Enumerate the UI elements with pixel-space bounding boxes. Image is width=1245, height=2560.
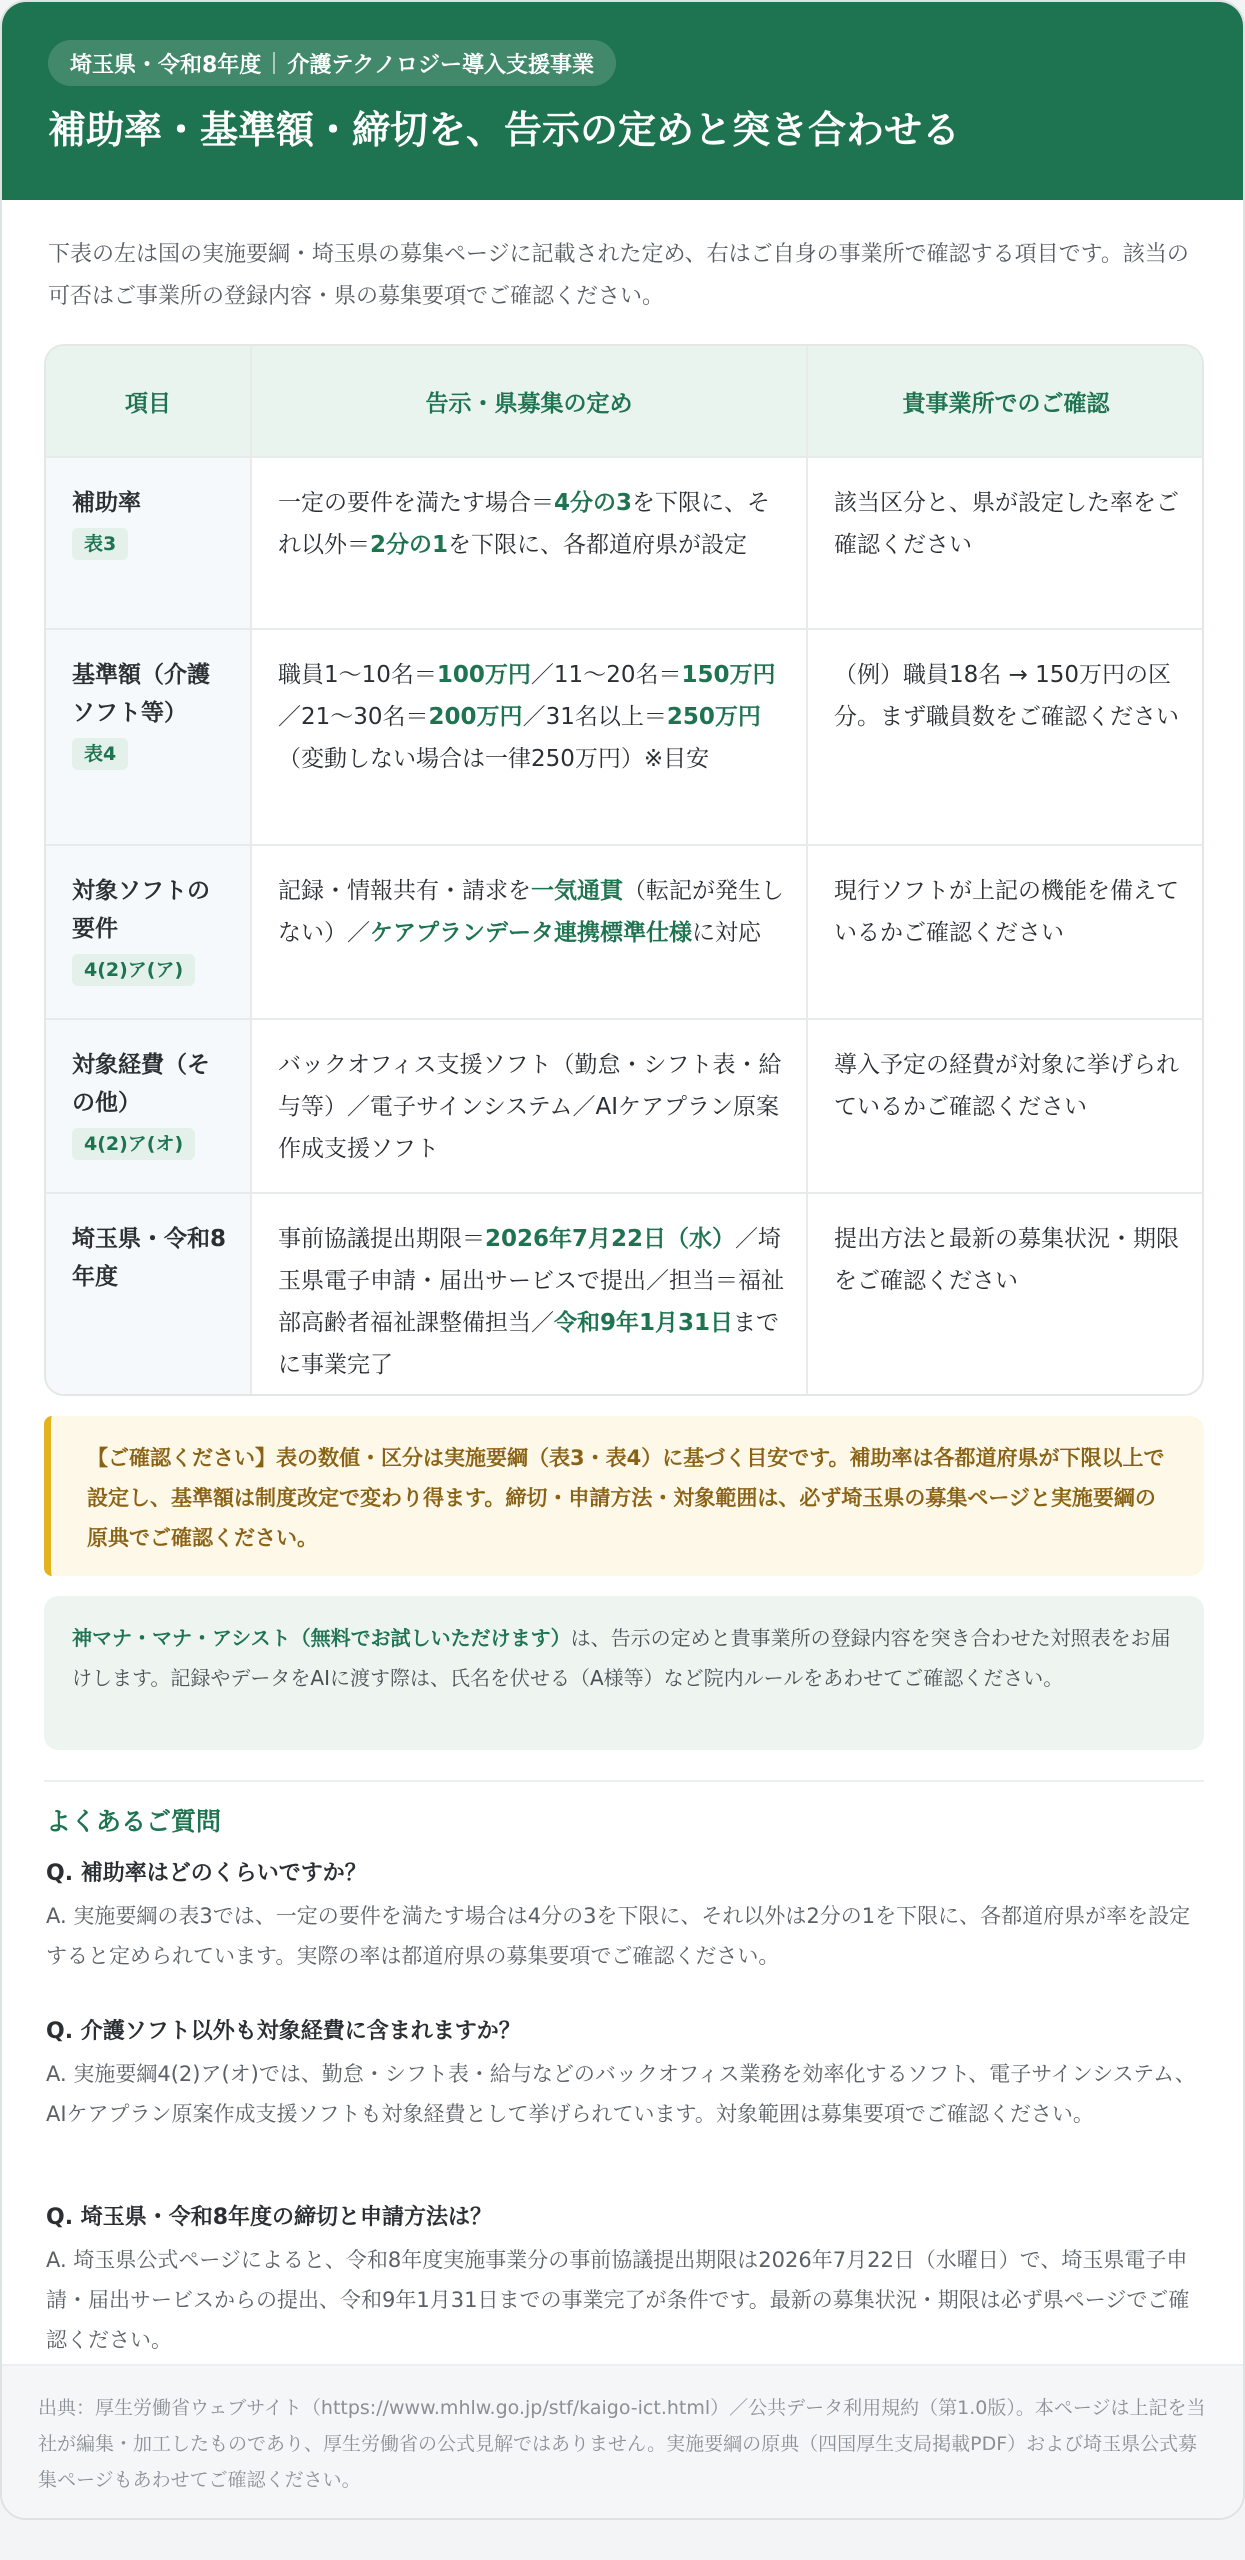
table-header-row	[46, 346, 1204, 456]
page-header	[2, 2, 1243, 200]
table-row	[46, 628, 1204, 844]
row-item-label: 対象ソフトの要件	[72, 878, 210, 942]
row-rule-cell	[250, 1020, 806, 1192]
assist-description: は、告示の定めと貴事業所の登録内容を突き合わせた対照表をお届けします。記録やデータをAIに渡す際は、氏名を伏せる（A様等）など院内ルールをあわせてご確認ください。	[72, 1626, 1171, 1690]
row-check-cell: 現行ソフトが上記の機能を備えているかご確認ください	[806, 846, 1204, 1018]
row-rule-cell	[250, 630, 806, 844]
rule-text: ／埼玉県電子申請・届出サービスで提出／担当＝福祉部高齢者福祉課整備担当／	[278, 1226, 784, 1336]
row-item-label: 補助率	[72, 490, 141, 516]
row-check-cell: 導入予定の経費が対象に挙げられているかご確認ください	[806, 1020, 1204, 1192]
row-check-cell: （例）職員18名 → 150万円の区分。まず職員数をご確認ください	[806, 630, 1204, 844]
source-footer: 出典：厚生労働省ウェブサイト（https://www.mhlw.go.jp/stf/kaigo-ict.html）／公共データ利用規約（第1.0版）。本ページは上記を当社が編集・加工したものであり、厚生労働省の公式見解ではありません。実施要綱の原典（四国厚生支局掲載PDF）および埼玉県公式募集ページもあわせてご確認ください。	[2, 2364, 1245, 2520]
row-item-cell	[46, 846, 250, 1018]
faq-answer: A. 実施要綱4(2)ア(オ)では、勤怠・シフト表・給与などのバックオフィス業務を効率化するソフト、電子サインシステム、AIケアプラン原案作成支援ソフトも対象経費として挙げられています。対象範囲は募集要項でご確認ください。	[46, 2062, 1196, 2126]
rule-text: 一定の要件を満たす場合＝	[278, 490, 554, 516]
rule-text: ／21〜30名＝	[278, 704, 429, 730]
row-item-label: 基準額（介護ソフト等）	[72, 662, 210, 726]
pill-program-label: 介護テクノロジー導入支援事業	[287, 52, 594, 78]
row-item-cell	[46, 1194, 250, 1396]
rule-text: を下限に、各都道府県が設定	[448, 532, 748, 558]
table-row	[46, 844, 1204, 1018]
rule-highlight: ケアプランデータ連携標準仕様	[370, 920, 692, 946]
rule-highlight: 2026年7月22日（水）	[485, 1226, 736, 1252]
category-pill	[48, 40, 616, 86]
row-rule-cell	[250, 1194, 806, 1396]
rule-text: ／11〜20名＝	[530, 662, 682, 688]
row-rule-cell	[250, 846, 806, 1018]
comparison-table	[44, 344, 1204, 1396]
header-check: 貴事業所でのご確認	[806, 346, 1204, 456]
caution-notice: 【ご確認ください】表の数値・区分は実施要綱（表3・表4）に基づく目安です。補助率は各都道府県が下限以上で設定し、基準額は制度改定で変わり得ます。締切・申請方法・対象範囲は、必ず埼玉県の募集ページと実施要綱の原典でご確認ください。	[44, 1416, 1204, 1576]
row-item-cell	[46, 458, 250, 628]
faq-answer: A. 埼玉県公式ページによると、令和8年度実施事業分の事前協議提出期限は2026年7月22日（水曜日）で、埼玉県電子申請・届出サービスからの提出、令和9年1月31日までの事業完了が条件です。最新の募集状況・期限は必ず県ページでご確認ください。	[46, 2248, 1190, 2352]
faq-item	[46, 1854, 1202, 1976]
row-item-label: 対象経費（その他）	[72, 1052, 210, 1116]
pill-region-label: 埼玉県・令和8年度	[70, 52, 262, 78]
rule-highlight: 250万円	[666, 704, 761, 730]
faq-question: Q. 補助率はどのくらいですか？	[46, 1861, 367, 1886]
header-item: 項目	[46, 346, 250, 456]
row-item-cell	[46, 630, 250, 844]
row-item-label: 埼玉県・令和8年度	[72, 1226, 227, 1290]
row-reference-tag: 4(2)ア(ア)	[72, 954, 195, 986]
rule-highlight: 一気通貫	[531, 878, 623, 904]
rule-text: 事前協議提出期限＝	[278, 1226, 485, 1252]
assist-brand-name[interactable]: 神マナ・マナ・アシスト（無料でお試しいただけます）	[72, 1626, 571, 1650]
page-title: 補助率・基準額・締切を、告示の定めと突き合わせる	[48, 108, 961, 152]
faq-item	[46, 2198, 1202, 2360]
header-rule: 告示・県募集の定め	[250, 346, 806, 456]
rule-highlight: 令和9年1月31日	[554, 1310, 734, 1336]
faq-heading: よくあるご質問	[46, 1807, 222, 1836]
rule-highlight: 4分の3	[554, 490, 633, 516]
rule-text: 記録・情報共有・請求を	[278, 878, 531, 904]
rule-text: （転記が発生しない）／	[278, 878, 784, 946]
rule-highlight: 2分の1	[370, 532, 449, 558]
faq-item	[46, 2012, 1202, 2134]
row-reference-tag: 4(2)ア(オ)	[72, 1128, 195, 1160]
rule-highlight: 200万円	[428, 704, 523, 730]
row-rule-cell	[250, 458, 806, 628]
table-row	[46, 1192, 1204, 1396]
section-divider	[44, 1780, 1204, 1782]
table-row	[46, 1018, 1204, 1192]
rule-highlight: 150万円	[681, 662, 776, 688]
faq-question: Q. 埼玉県・令和8年度の締切と申請方法は？	[46, 2205, 493, 2230]
row-reference-tag: 表4	[72, 738, 128, 770]
pill-divider	[273, 52, 275, 74]
intro-text: 下表の左は国の実施要綱・埼玉県の募集ページに記載された定め、右はご自身の事業所で確認する項目です。該当の可否はご事業所の登録内容・県の募集要項でご確認ください。	[48, 242, 1189, 309]
assist-info-box	[44, 1596, 1204, 1750]
rule-text: を下限に、それ以外＝	[278, 490, 771, 558]
row-check-cell: 該当区分と、県が設定した率をご確認ください	[806, 458, 1204, 628]
faq-question: Q. 介護ソフト以外も対象経費に含まれますか？	[46, 2019, 521, 2044]
row-item-cell	[46, 1020, 250, 1192]
rule-text: バックオフィス支援ソフト（勤怠・シフト表・給与等）／電子サインシステム／AIケアプラン原案作成支援ソフト	[278, 1052, 782, 1162]
faq-answer: A. 実施要綱の表3では、一定の要件を満たす場合は4分の3を下限に、それ以外は2分の1を下限に、各都道府県が率を設定すると定められています。実際の率は都道府県の募集要項でご確認ください。	[46, 1904, 1191, 1968]
rule-highlight: 100万円	[436, 662, 531, 688]
table-row	[46, 456, 1204, 628]
rule-text: ／31名以上＝	[522, 704, 667, 730]
rule-text: までに事業完了	[278, 1310, 780, 1378]
row-check-cell: 提出方法と最新の募集状況・期限をご確認ください	[806, 1194, 1204, 1396]
rule-text: に対応	[692, 920, 761, 946]
rule-text: 職員1〜10名＝	[278, 662, 437, 688]
row-reference-tag: 表3	[72, 528, 128, 560]
rule-text: （変動しない場合は一律250万円）※目安	[278, 746, 710, 772]
